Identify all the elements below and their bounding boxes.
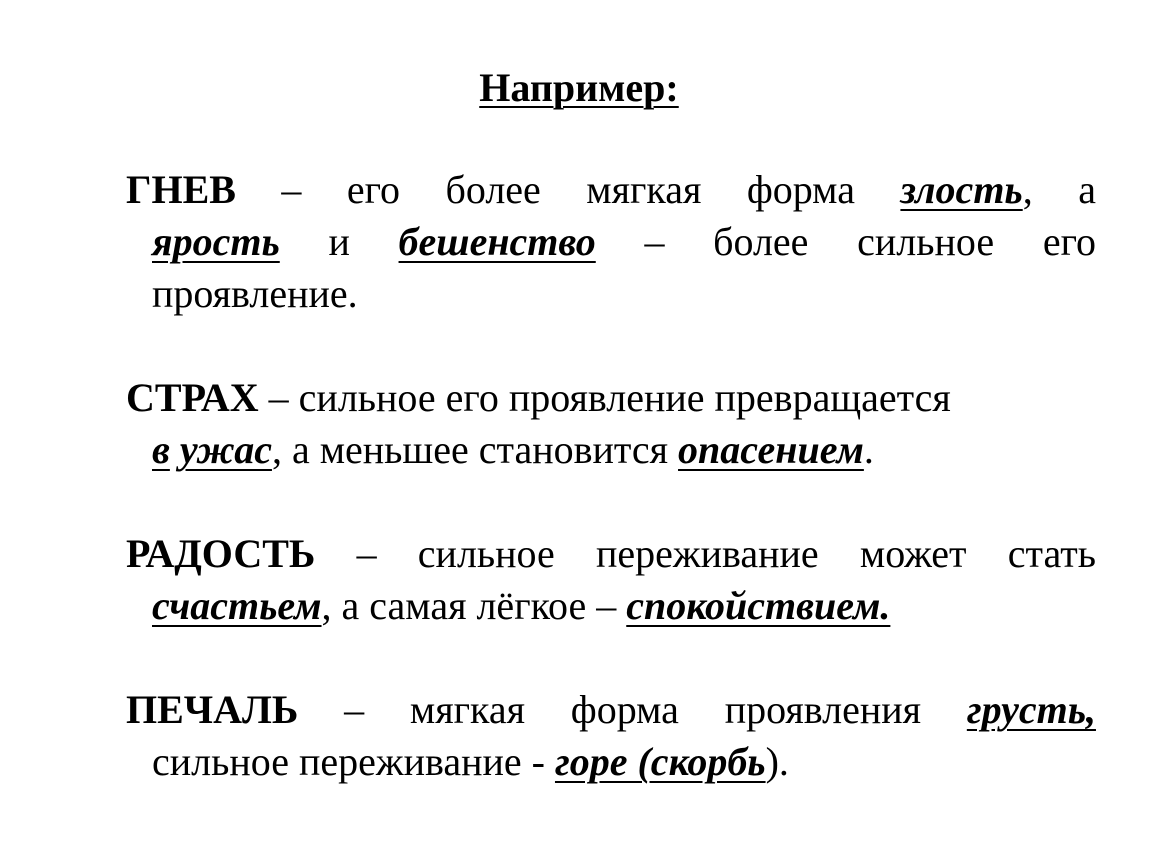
slide-title-text: Например: [479, 65, 679, 110]
sadness-word: проявления [724, 687, 922, 732]
highlight-uzhas: ужас [179, 427, 272, 472]
anger-line-2 [126, 216, 1096, 268]
highlight-grust: грусть, [966, 687, 1096, 732]
anger-word: а [1078, 167, 1096, 212]
fear-period: . [863, 427, 874, 472]
sadness-line-2 [126, 736, 1096, 788]
anger-text: проявление. [152, 271, 358, 316]
anger-word: мягкая [586, 167, 702, 212]
highlight-schastem: счастьем [152, 583, 322, 628]
paragraph-sadness [126, 684, 1096, 788]
highlight-opaseniem: опасением [678, 427, 864, 472]
anger-dash: – [644, 219, 665, 264]
anger-word: более [713, 219, 809, 264]
anger-word: форма [746, 167, 855, 212]
joy-line-1 [126, 528, 1096, 580]
joy-word: переживание [596, 531, 819, 576]
sadness-word: форма [570, 687, 679, 732]
anger-comma: , [1022, 167, 1033, 212]
anger-word: и [328, 219, 350, 264]
anger-highlight-group [900, 164, 1032, 216]
highlight-gore-skorb: горе (скорбь [554, 739, 766, 784]
joy-word: может [859, 531, 967, 576]
joy-dash: – [356, 531, 377, 576]
anger-dash: – [281, 167, 302, 212]
joy-word: стать [1007, 531, 1096, 576]
anger-word: сильное [857, 219, 995, 264]
highlight-spokoystviem: спокойствием. [626, 583, 891, 628]
fear-line-2 [126, 424, 1096, 476]
term-sadness: ПЕЧАЛЬ [126, 687, 299, 732]
highlight-beshenstvo: бешенство [398, 219, 596, 264]
sadness-dash: – [344, 687, 365, 732]
anger-word: его [1042, 219, 1096, 264]
joy-text: , а самая лёгкое – [321, 583, 627, 628]
highlight-yarost: ярость [152, 219, 280, 264]
fear-text: , а меньшее становится [271, 427, 679, 472]
anger-line-1 [126, 164, 1096, 216]
term-fear: СТРАХ [126, 375, 259, 420]
term-anger: ГНЕВ [126, 167, 236, 212]
sadness-text: сильное переживание - [152, 739, 555, 784]
highlight-zlost: злость [900, 167, 1023, 212]
sadness-end: ). [765, 739, 789, 784]
slide-title [0, 62, 1158, 114]
paragraph-anger [126, 164, 1096, 320]
highlight-v: в [152, 427, 170, 472]
joy-line-2 [126, 580, 1096, 632]
paragraph-fear [126, 372, 1096, 476]
anger-line-3 [126, 268, 1096, 320]
sadness-word: мягкая [409, 687, 525, 732]
anger-word: более [445, 167, 541, 212]
fear-text: – сильное его проявление превращается [268, 375, 951, 420]
anger-word: его [346, 167, 401, 212]
fear-line-1 [126, 372, 1096, 424]
paragraph-joy [126, 528, 1096, 632]
joy-word: сильное [417, 531, 555, 576]
term-joy: РАДОСТЬ [126, 531, 316, 576]
sadness-line-1 [126, 684, 1096, 736]
